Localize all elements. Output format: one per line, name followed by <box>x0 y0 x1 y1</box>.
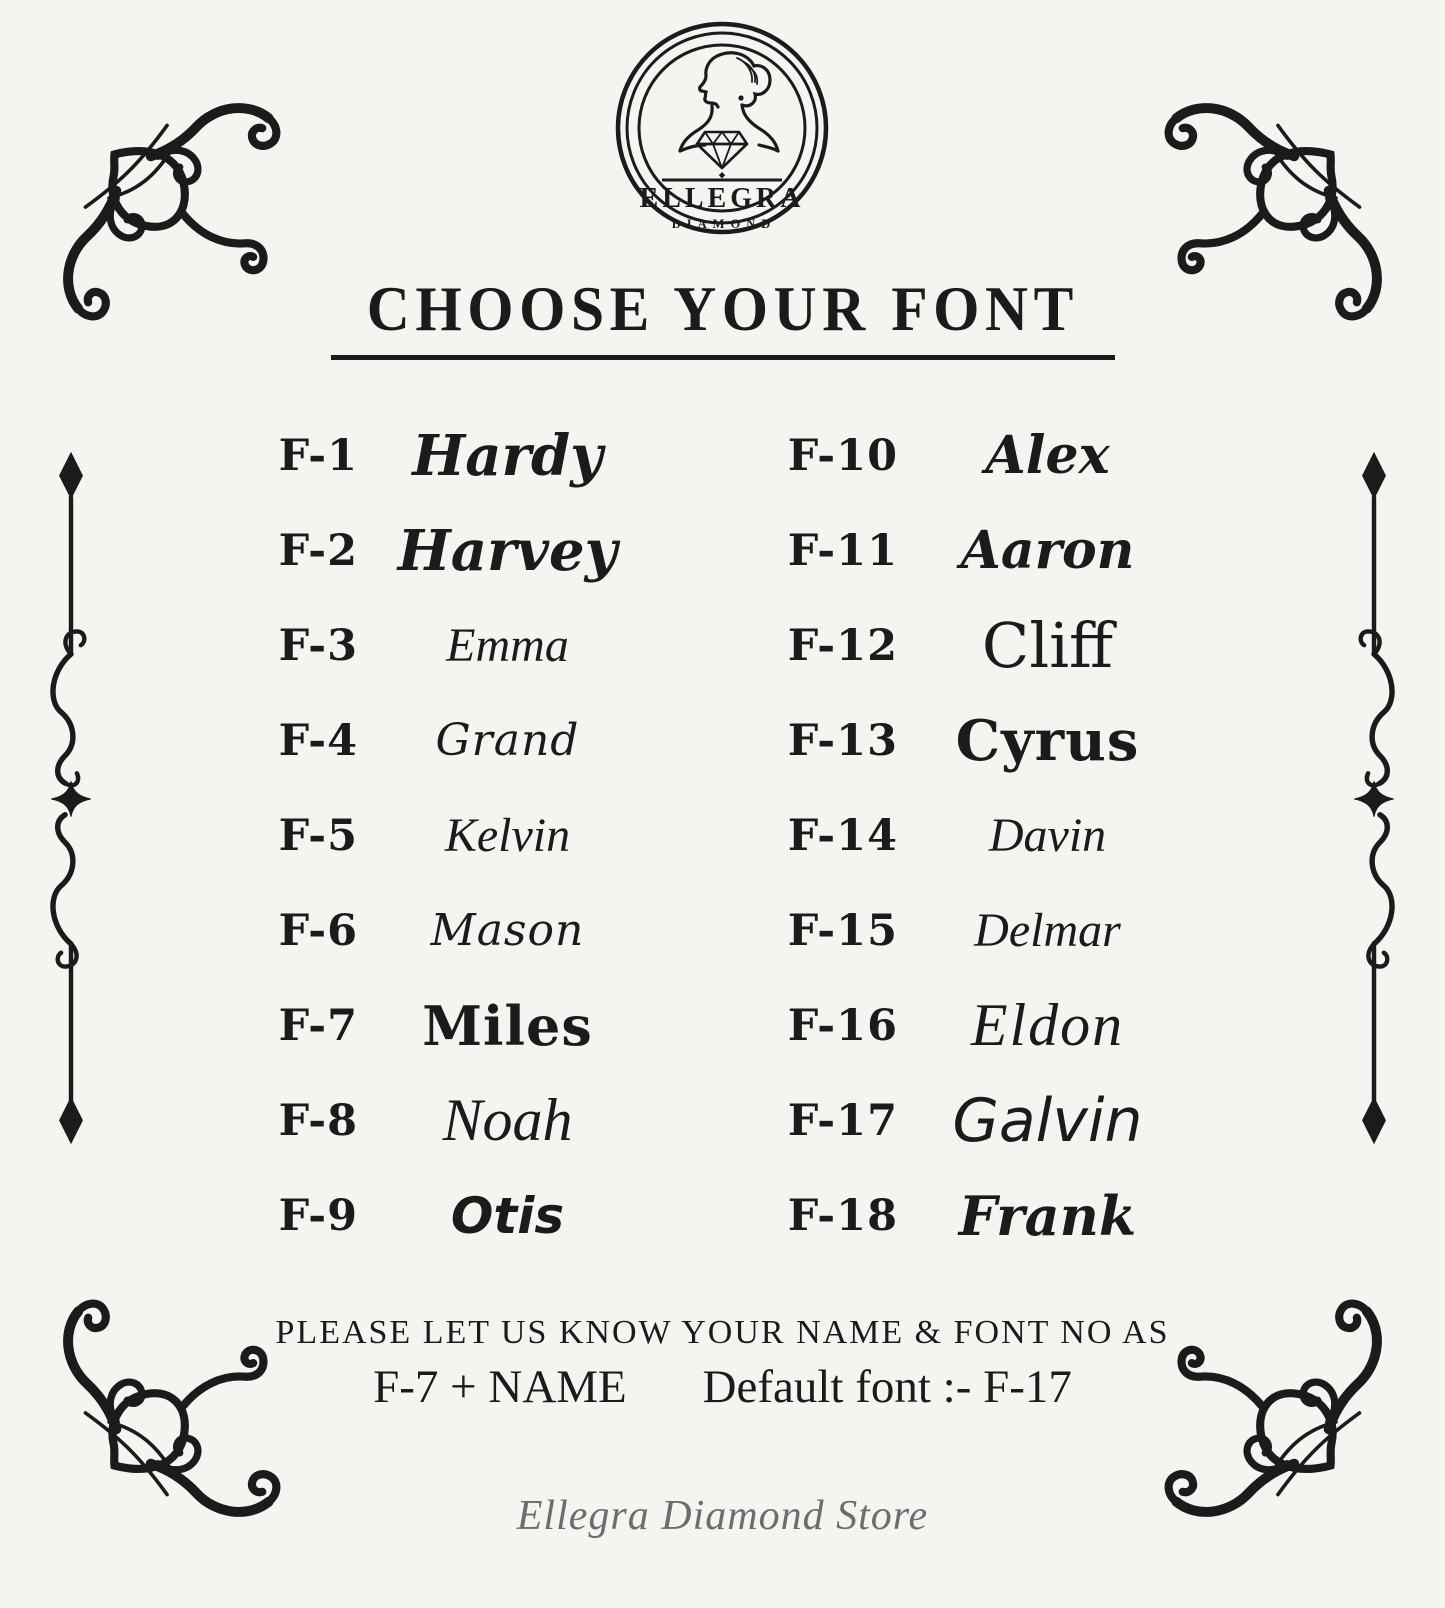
font-option-row <box>232 978 657 1073</box>
font-option-sample: Mason <box>430 905 585 956</box>
font-option-sample: Galvin <box>952 1085 1143 1156</box>
logo-brand-text: ELLEGRA <box>639 183 805 214</box>
footer-default-font-note: Default font :- F-17 <box>702 1361 1072 1413</box>
font-option-row <box>232 1073 657 1168</box>
font-option-label: F-12 <box>787 620 898 671</box>
font-option-sample: Otis <box>450 1186 565 1245</box>
font-option-sample: Grand <box>435 715 580 766</box>
footer-instruction: PLEASE LET US KNOW YOUR NAME & FONT NO AS <box>275 1314 1170 1351</box>
font-option-sample: Davin <box>988 809 1107 862</box>
font-option-row <box>232 408 657 503</box>
font-option-label: F-14 <box>787 810 898 861</box>
logo-sub-text: DIAMOND <box>671 217 777 231</box>
font-option-row <box>772 598 1197 693</box>
font-option-sample: Kelvin <box>444 809 571 862</box>
font-option-label: F-6 <box>278 905 358 956</box>
font-option-sample: Hardy <box>412 422 603 489</box>
footer-order-format <box>0 1360 1445 1414</box>
font-option-label: F-15 <box>787 905 898 956</box>
font-option-row <box>232 598 657 693</box>
font-option-sample: Noah <box>442 1087 573 1153</box>
font-column-left <box>232 408 657 1263</box>
font-option-sample: Emma <box>446 619 569 672</box>
font-option-row <box>772 978 1197 1073</box>
font-option-label: F-9 <box>278 1190 358 1241</box>
font-option-sample: Miles <box>422 993 593 1058</box>
font-option-row <box>772 408 1197 503</box>
font-option-label: F-3 <box>278 620 358 671</box>
font-option-label: F-17 <box>787 1095 898 1146</box>
font-option-label: F-8 <box>278 1095 358 1146</box>
font-option-label: F-13 <box>787 715 898 766</box>
font-option-label: F-1 <box>278 430 358 481</box>
font-option-row <box>772 503 1197 598</box>
title-underline <box>331 355 1115 360</box>
font-option-label: F-4 <box>278 715 358 766</box>
font-option-sample: Alex <box>985 425 1110 486</box>
woman-silhouette-icon <box>680 53 778 151</box>
font-option-label: F-7 <box>278 1000 358 1051</box>
font-column-right <box>772 408 1197 1263</box>
logo-divider-diamond <box>719 172 725 178</box>
diamond-icon <box>697 132 747 168</box>
side-ornament-icon <box>40 452 102 1144</box>
footer-example-text: F-7 + NAME <box>373 1361 627 1413</box>
font-option-row <box>232 693 657 788</box>
font-option-row <box>772 1168 1197 1263</box>
font-option-sample: Cliff <box>981 609 1114 682</box>
font-option-sample: Harvey <box>397 517 618 584</box>
font-option-label: F-11 <box>787 525 898 576</box>
font-option-sample: Eldon <box>970 992 1125 1058</box>
store-signature: Ellegra Diamond Store <box>516 1493 929 1539</box>
page-title: CHOOSE YOUR FONT <box>366 273 1079 344</box>
font-option-sample: Delmar <box>974 904 1121 957</box>
font-option-row <box>232 788 657 883</box>
font-option-label: F-5 <box>278 810 358 861</box>
font-option-sample: Cyrus <box>955 707 1140 774</box>
font-option-sample: Aaron <box>960 520 1135 581</box>
font-option-label: F-16 <box>787 1000 898 1051</box>
brand-logo <box>592 16 852 251</box>
font-option-label: F-10 <box>787 430 898 481</box>
font-option-row <box>772 788 1197 883</box>
font-option-row <box>772 693 1197 788</box>
font-option-row <box>232 1168 657 1263</box>
font-option-label: F-2 <box>278 525 358 576</box>
font-option-row <box>232 883 657 978</box>
font-option-row <box>772 883 1197 978</box>
font-option-row <box>772 1073 1197 1168</box>
side-ornament-icon <box>1343 452 1405 1144</box>
font-option-label: F-18 <box>787 1190 898 1241</box>
font-option-row <box>232 503 657 598</box>
font-option-sample: Frank <box>958 1183 1137 1248</box>
